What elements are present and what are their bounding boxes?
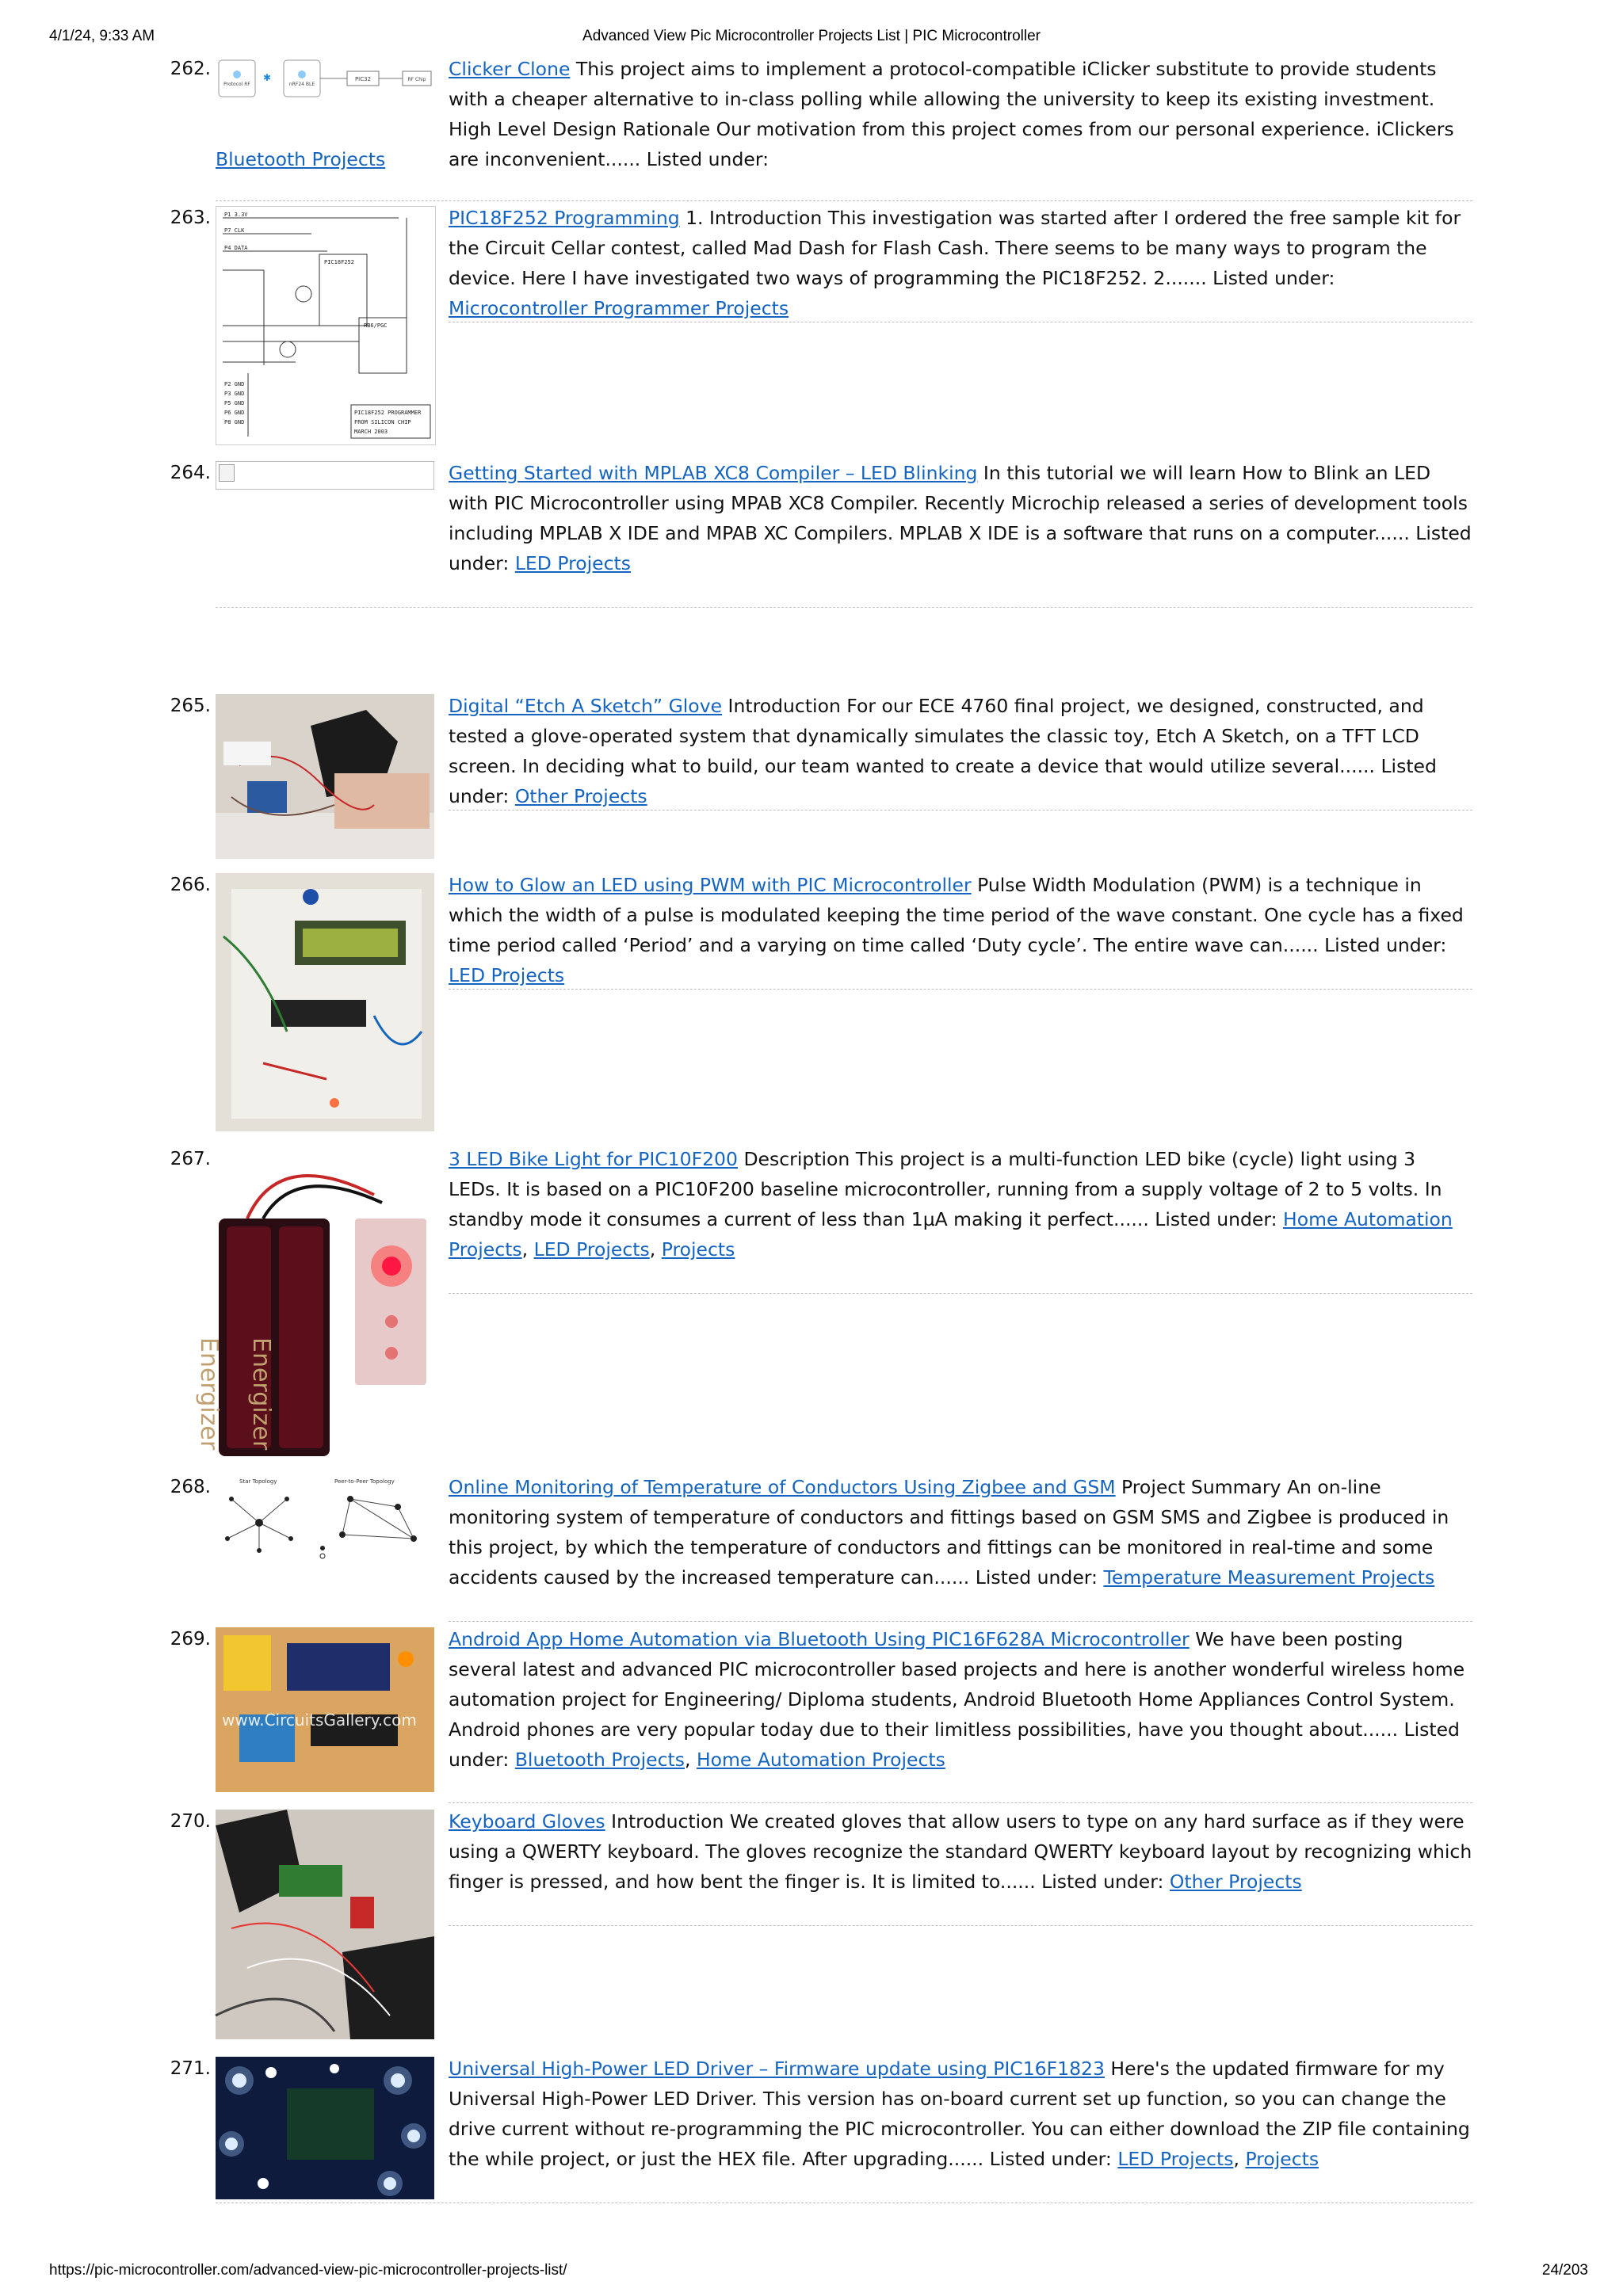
battery-photo-icon	[195, 1147, 434, 1461]
project-thumbnail[interactable]	[216, 1627, 434, 1792]
project-entry	[158, 870, 1472, 1131]
category-link[interactable]: Home Automation Projects	[696, 1749, 945, 1771]
svg-text:Protocol RF: Protocol RF	[223, 82, 250, 87]
entry-number: 271.	[170, 2058, 211, 2079]
category-link[interactable]: Projects	[661, 1238, 735, 1261]
entry-divider	[449, 1293, 1472, 1294]
project-description: Introduction We created gloves that allow users to type on any hard surface as if they were using a QWERTY keyboard. The gloves recognize the standard QWERTY keyboard layout by recognizing which finger is pressed, and how bent the finger is. It is limited to...... Listed under:	[449, 1810, 1472, 1893]
project-description: In this tutorial we will learn How to Blink an LED with PIC Microcontroller using MPAB XC8 Compiler. Recently Microchip released a series of development tools including MPLAB X IDE and MPAB XC Compilers. MPLAB X IDE is a software that runs on a computer...... Listed under:	[449, 462, 1472, 574]
schematic-icon	[216, 207, 435, 444]
category-link[interactable]: Other Projects	[1169, 1871, 1302, 1893]
category-link[interactable]: Microcontroller Programmer Projects	[449, 297, 789, 319]
project-entry	[158, 1144, 1472, 1461]
entry-text	[449, 203, 1472, 323]
svg-text:P4 DATA: P4 DATA	[224, 245, 248, 251]
entry-categories	[216, 144, 385, 174]
svg-text:✱: ✱	[263, 72, 272, 83]
category-link[interactable]: Other Projects	[514, 785, 647, 807]
project-thumbnail[interactable]	[216, 206, 436, 445]
breadboard-photo-icon	[216, 873, 434, 1131]
category-link[interactable]: Bluetooth Projects	[514, 1749, 685, 1771]
glove-photo-icon	[216, 694, 434, 859]
project-thumbnail[interactable]	[216, 1475, 434, 1567]
category-link[interactable]: Bluetooth Projects	[216, 148, 386, 170]
circuit-board-photo-icon	[216, 1627, 434, 1792]
project-thumbnail[interactable]	[216, 694, 434, 859]
entry-number: 263.	[170, 208, 211, 228]
svg-text:P5 GND: P5 GND	[224, 400, 245, 406]
entry-text: 3 LED Bike Light for PIC10F200 Description This project is a multi-function LED bike (cycle) light using 3 LEDs. It is based on a PIC10F200 baseline microcontroller, running from a supply voltage of 2 to 5 volts. In standby mode it consumes a current of less than 1µA making it perfect...... Listed under: Home Automation Projects, LED Projects, Projects	[449, 1148, 1453, 1261]
svg-text:P2 GND: P2 GND	[224, 381, 245, 387]
project-description: Description This project is a multi-function LED bike (cycle) light using 3 LEDs. It is based on a PIC10F200 baseline microcontroller, running from a supply voltage of 2 to 5 volts. In standby mode it consumes a current of less than 1µA making it perfect...... Listed under:	[449, 1148, 1442, 1230]
project-thumbnail[interactable]	[216, 57, 434, 100]
print-page-number: 24/203	[1541, 2262, 1588, 2279]
entry-divider	[216, 607, 1472, 608]
project-description: This project aims to implement a protocol-compatible iClicker substitute to provide students with a cheaper alternative to in-class polling while allowing the university to keep its existing investment. High Level Design Rationale Our motivation from this project comes from our personal experience. iClickers are inconvenient...... Listed under:	[449, 58, 1454, 170]
entry-text	[449, 458, 1472, 578]
entry-text	[449, 54, 1472, 174]
entry-number: 268.	[170, 1477, 211, 1497]
entry-number: 269.	[170, 1629, 211, 1650]
entry-text: Android App Home Automation via Bluetooth Using PIC16F628A Microcontroller We have been posting several latest and advanced PIC microcontroller based projects and here is another wonderful wireless home automation project for Engineering/ Diploma students, Android Bluetooth Home Appliances Control System. Android phones are very popular today due to their limitless possibilities, have you thought about...... Listed under: Bluetooth Projects, Home Automation Projects	[449, 1628, 1465, 1771]
svg-text:P1 3.3V: P1 3.3V	[224, 212, 248, 218]
project-description: Here's the updated firmware for my Universal High-Power LED Driver. This version has on-board current set up function, so you can change the drive current without re-programming the PIC microcontroller. You can either download the ZIP file containing the while project, or just the HEX file. After upgrading...... Listed under:	[449, 2058, 1470, 2170]
project-entry	[158, 691, 1472, 859]
project-thumbnail[interactable]	[216, 873, 434, 1131]
entry-text: Universal High-Power LED Driver – Firmware update using PIC16F1823 Here's the updated firmware for my Universal High-Power LED Driver. This version has on-board current set up function, so you can change the drive current without re-programming the PIC microcontroller. You can either download the ZIP file containing the while project, or just the HEX file. After upgrading...... Listed under: LED Projects, Projects	[449, 2058, 1470, 2170]
project-thumbnail[interactable]	[195, 1147, 434, 1461]
category-link[interactable]: Home Automation Projects	[449, 1208, 1453, 1261]
category-link[interactable]: LED Projects	[514, 552, 631, 574]
category-link[interactable]: Temperature Measurement Projects	[1103, 1566, 1435, 1589]
category-link[interactable]: LED Projects	[449, 964, 565, 986]
project-thumbnail[interactable]	[216, 2057, 434, 2199]
print-url: https://pic-microcontroller.com/advanced-view-pic-microcontroller-projects-list/	[49, 2262, 567, 2279]
project-description: 1. Introduction This investigation was started after I ordered the free sample kit for the Circuit Cellar contest, called Mad Dash for Flash Cash. There seems to be many ways to program the device. Here I have investigated two ways of programming the PIC18F252. 2....... Listed under:	[449, 207, 1461, 289]
entry-number: 264.	[170, 463, 211, 483]
project-title-link[interactable]: Universal High-Power LED Driver – Firmware update using PIC16F1823	[449, 2058, 1105, 2080]
entry-number: 265.	[170, 696, 211, 716]
project-title-link[interactable]: 3 LED Bike Light for PIC10F200	[449, 1148, 738, 1170]
project-entry	[158, 2054, 1472, 2212]
entry-divider	[216, 200, 1472, 201]
print-header	[0, 28, 1623, 48]
svg-text:P6 GND: P6 GND	[224, 410, 245, 416]
topology-label: Star Topology	[239, 1478, 277, 1485]
project-thumbnail[interactable]	[216, 1810, 434, 2039]
svg-text:Energizer: Energizer	[195, 1337, 223, 1451]
svg-text:PIC18F252: PIC18F252	[324, 259, 354, 265]
entry-number: 267.	[170, 1149, 211, 1169]
svg-text:PIC18F252 PROGRAMMER: PIC18F252 PROGRAMMER	[354, 410, 422, 416]
entry-divider	[449, 1925, 1472, 1926]
project-entry	[158, 1472, 1472, 1599]
block-diagram-icon	[216, 57, 434, 100]
project-title-link[interactable]: Keyboard Gloves	[449, 1810, 605, 1833]
svg-text:FROM SILICON CHIP: FROM SILICON CHIP	[354, 419, 411, 425]
entry-number: 266.	[170, 875, 211, 895]
entry-divider	[449, 1621, 1472, 1622]
project-description: We have been posting several latest and advanced PIC microcontroller based projects and here is another wonderful wireless home automation project for Engineering/ Diploma students, Android Bluetooth Home Appliances Control System. Android phones are very popular today due to their limitless possibilities, have you thought about...... Listed under:	[449, 1628, 1465, 1771]
entry-text	[449, 1806, 1472, 1897]
project-description: Pulse Width Modulation (PWM) is a technique in which the width of a pulse is modulated keeping the time period of the wave constant. One cycle has a fixed time period called ‘Period’ and a varying on time called ‘Duty cycle’. The entire wave can...... Listed under:	[449, 874, 1464, 956]
project-title-link[interactable]: Digital “Etch A Sketch” Glove	[449, 695, 723, 717]
category-link[interactable]: LED Projects	[1117, 2148, 1234, 2170]
project-description: Project Summary An on-line monitoring system of temperature of conductors and fittings based on GSM SMS and Zigbee is produced in this project, by which the temperature of conductors and fittings can be monitored in real-time and some accidents caused by the increased temperature can...... Listed under:	[449, 1476, 1449, 1589]
entry-text	[449, 870, 1472, 990]
project-title-link[interactable]: PIC18F252 Programming	[449, 207, 680, 229]
project-title-link[interactable]: Clicker Clone	[449, 58, 571, 80]
svg-text:RB6/PGC: RB6/PGC	[364, 322, 388, 329]
entry-number: 270.	[170, 1811, 211, 1832]
topology-label: Peer-to-Peer Topology	[334, 1478, 395, 1485]
entry-number: 262.	[170, 59, 211, 79]
project-entry	[158, 1806, 1472, 2044]
led-driver-photo-icon	[216, 2057, 434, 2199]
entry-divider	[449, 989, 1472, 990]
project-title-link[interactable]: Online Monitoring of Temperature of Conductors Using Zigbee and GSM	[449, 1476, 1116, 1498]
project-description: Introduction For our ECE 4760 final project, we designed, constructed, and tested a glove-operated system that dynamically simulates the classic toy, Etch A Sketch, on a TFT LCD screen. In deciding what to build, our team wanted to create a device that would utilize several...... Listed under:	[449, 695, 1437, 807]
print-page-title: Advanced View Pic Microcontroller Projects List | PIC Microcontroller	[582, 28, 1041, 44]
project-entry	[158, 203, 1472, 441]
entry-text	[449, 1472, 1472, 1592]
svg-text:P3 GND: P3 GND	[224, 391, 245, 397]
gloves-photo-icon	[216, 1810, 434, 2039]
svg-text:MARCH 2003: MARCH 2003	[354, 429, 388, 435]
watermark-text: www.CircuitsGallery.com	[222, 1711, 417, 1730]
category-link[interactable]: LED Projects	[533, 1238, 650, 1261]
svg-text:nRF24 BLE: nRF24 BLE	[288, 82, 315, 87]
project-title-link[interactable]: How to Glow an LED using PWM with PIC Microcontroller	[449, 874, 972, 896]
project-title-link[interactable]: Getting Started with MPLAB XC8 Compiler – LED Blinking	[449, 462, 978, 484]
project-title-link[interactable]: Android App Home Automation via Bluetooth Using PIC16F628A Microcontroller	[449, 1628, 1190, 1650]
project-entry	[158, 1624, 1472, 1791]
network-topology-icon	[216, 1475, 434, 1567]
project-entry	[158, 458, 1472, 608]
svg-text:RF Chip: RF Chip	[407, 77, 426, 82]
print-footer	[0, 2262, 1623, 2283]
svg-text:P8 GND: P8 GND	[224, 419, 245, 425]
print-datetime: 4/1/24, 9:33 AM	[49, 28, 155, 44]
svg-text:PIC32: PIC32	[354, 76, 372, 82]
entry-divider	[449, 1802, 1472, 1803]
entry-text	[449, 691, 1472, 811]
broken-image-icon[interactable]	[216, 461, 434, 490]
svg-text:P7 CLK: P7 CLK	[224, 227, 245, 234]
svg-text:Energizer: Energizer	[247, 1337, 275, 1451]
category-link[interactable]: Projects	[1245, 2148, 1319, 2170]
